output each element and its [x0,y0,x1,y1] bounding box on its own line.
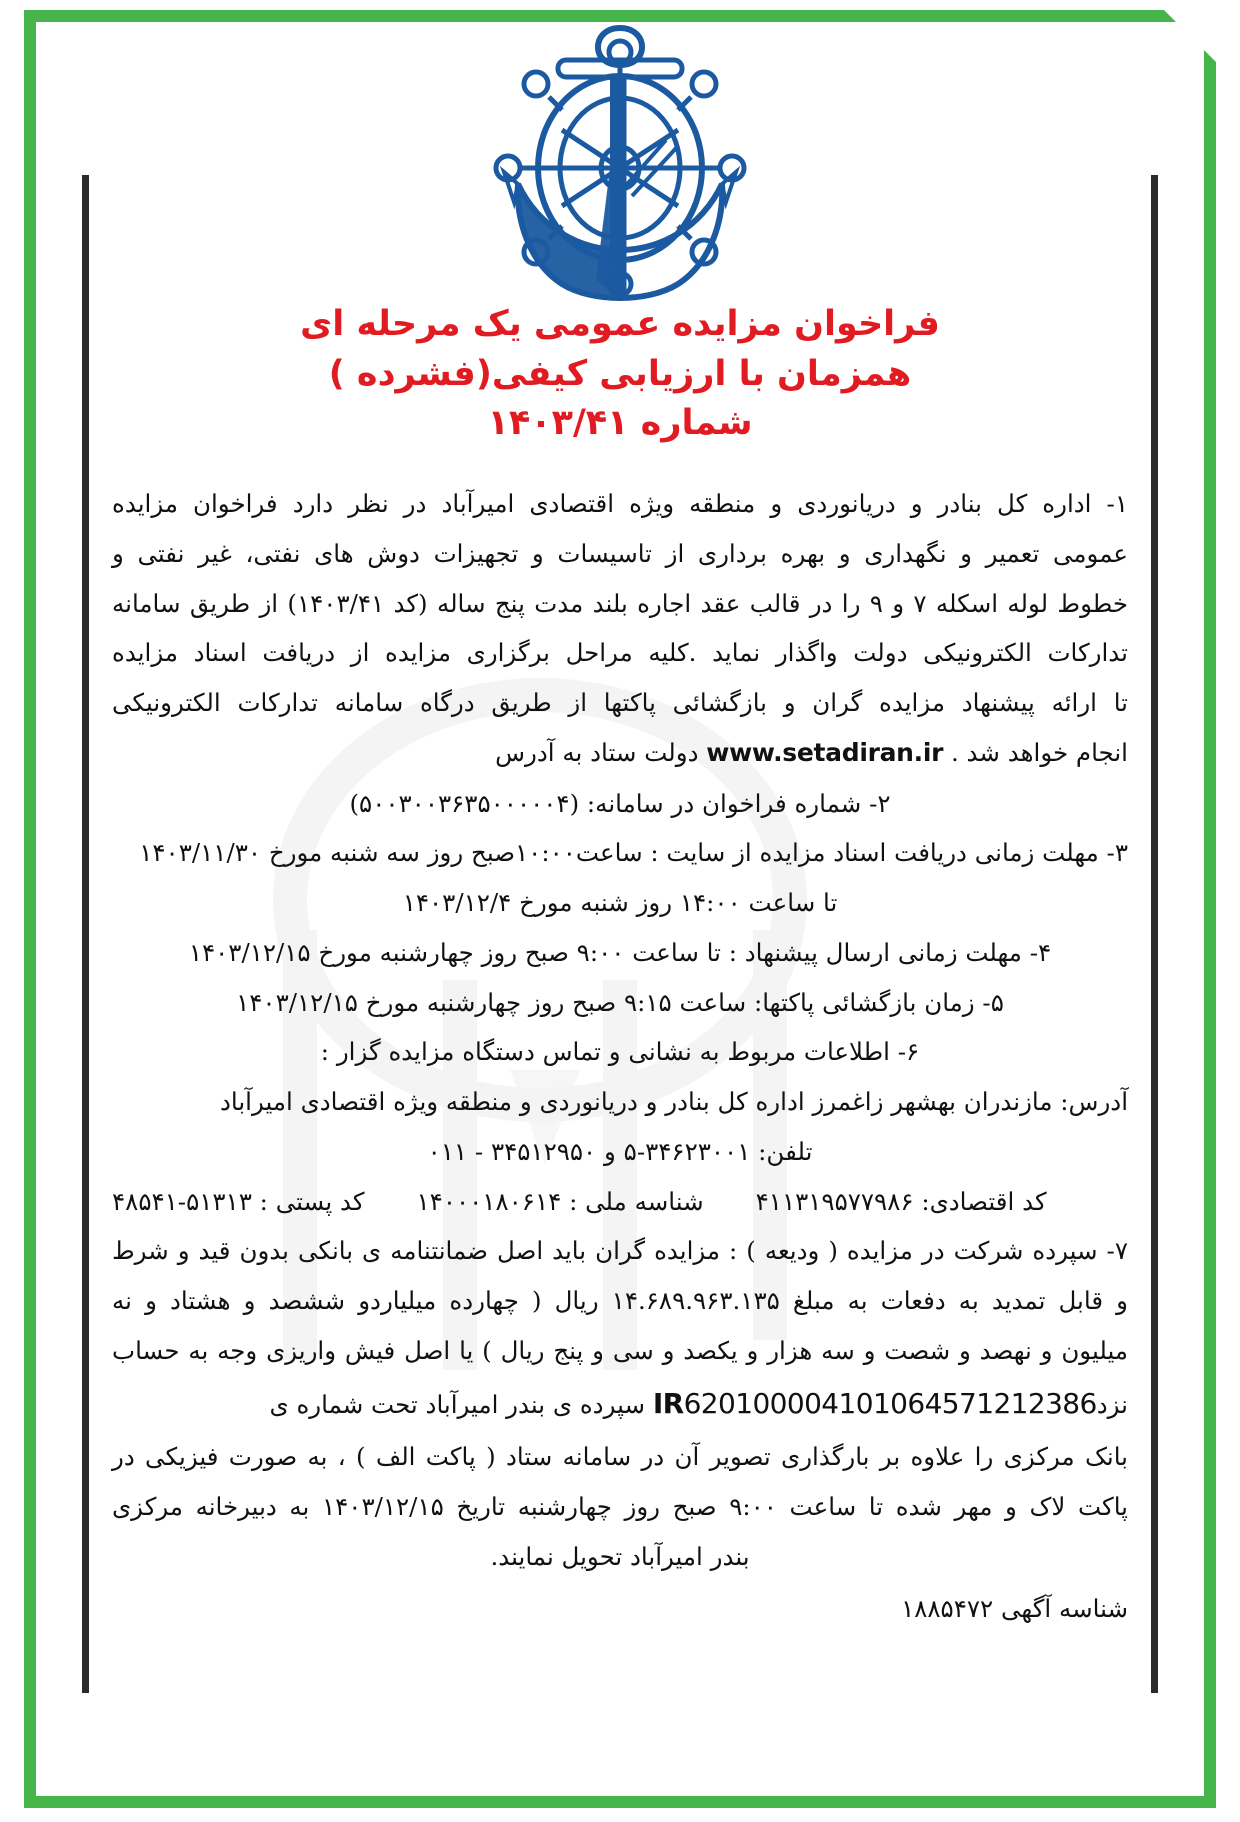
item1-line-4: تدارکات الکترونیکی دولت واگذار نماید .کلیه مراحل برگزاری مزایده از دریافت اسناد مزایده [112,638,1128,668]
postal-code-label: کد پستی : [259,1186,365,1216]
title-line-2: همزمان با ارزیابی کیفی(فشرده ) [328,353,912,394]
item2-system-number: ۲- شماره فراخوان در سامانه: (۵۰۰۳۰۰۳۶۳۵۰۰۰۰۰۴) [349,788,891,818]
notice-body [112,480,1128,1634]
right-black-rule [1151,175,1158,1693]
item7-line-5: بانک مرکزی را علاوه بر بارگذاری تصویر آن در سامانه ستاد ( پاکت الف ) ، به صورت فیزیکی در [112,1442,1128,1472]
item5-envelope-opening: ۵- زمان بازگشائی پاکتها: ساعت ۹:۱۵ صبح روز چهارشنبه مورخ ۱۴۰۳/۱۲/۱۵ [236,987,1004,1017]
item7-iban-line [112,1377,1128,1432]
organization-logo [470,18,770,306]
deposit-iban [653,1377,1097,1432]
item7-line-7: بندر امیرآباد تحویل نمایند. [490,1541,750,1571]
item7-line-1: ۷- سپرده شرکت در مزایده ( ودیعه ) : مزایده گران باید اصل ضمانتنامه ی بانکی بدون قید و شرط [112,1236,1128,1266]
title-line-1: فراخوان مزایده عمومی یک مرحله ای [300,304,940,344]
left-black-rule [82,175,89,1693]
identifier-codes-row [112,1178,1128,1226]
item1-line-6 [112,729,1128,778]
item1-url-suffix: انجام خواهد شد . [950,737,1128,767]
setadiran-url[interactable]: www.setadiran.ir [706,737,944,767]
postal-code-value: ۵۱۳۱۳-۴۸۵۴۱ [112,1186,252,1216]
item4-proposal-deadline: ۴- مهلت زمانی ارسال پیشنهاد : تا ساعت ۹:۰۰ صبح روز چهارشنبه مورخ ۱۴۰۳/۱۲/۱۵ [188,937,1052,967]
postal-code-field [112,1178,365,1226]
item1-url-prefix: دولت ستاد به آدرس [495,737,699,767]
economic-code-label: کد اقتصادی: [921,1186,1047,1216]
national-id-field [417,1178,704,1226]
national-id-value: ۱۴۰۰۰۱۸۰۶۱۴ [416,1186,562,1216]
item6-contact-heading: ۶- اطلاعات مربوط به نشانی و تماس دستگاه مزایده گزار : [320,1037,920,1067]
page-title [98,300,1142,449]
economic-code-value: ۴۱۱۳۱۹۵۷۷۹۸۶ [755,1186,914,1216]
title-line-3: شماره ۱۴۰۳/۴۱ [487,403,753,444]
national-id-label: شناسه ملی : [569,1186,704,1216]
item7-line-3: میلیون و نهصد و شصت و سه هزار و یکصد و سی و پنج ریال ) یا اصل فیش واریزی وجه به حساب [112,1336,1128,1365]
iban-country-prefix: IR [652,1386,684,1420]
item7-line-6: پاکت لاک و مهر شده تا ساعت ۹:۰۰ صبح روز چهارشنبه تاریخ ۱۴۰۳/۱۲/۱۵ به دبیرخانه مرکزی [112,1492,1128,1522]
item1-line-2: عمومی تعمیر و نگهداری و بهره برداری از تاسیسات و تجهیزات دوش های نفتی، غیر نفتی و [112,538,1128,568]
item3-line-1: ۳- مهلت زمانی دریافت اسناد مزایده از سایت : ساعت۱۰:۰۰صبح روز سه شنبه مورخ ۱۴۰۳/۱۱/۳۰ [139,838,1128,868]
iban-digits: 620100004101064571212386 [683,1386,1097,1420]
iban-suffix-nazd: نزد [1096,1389,1128,1419]
item1-line-5: تا ارائه پیشنهاد مزایده گران و بازگشائی پاکتها از طریق درگاه سامانه تدارکات الکترونیکی [112,688,1128,718]
address-line: آدرس: مازندران بهشهر زاغمرز اداره کل بنادر و دریانوردی و منطقه ویژه اقتصادی امیرآباد [219,1087,1128,1117]
item3-line-2: تا ساعت ۱۴:۰۰ روز شنبه مورخ ۱۴۰۳/۱۲/۴ [402,888,838,918]
document-content [98,0,1142,1822]
item7-line-2: و قابل تمدید به دفعات به مبلغ ۱۴.۶۸۹.۹۶۳.۱۳۵ ریال ( چهارده میلیاردو ششصد و هشتاد و نه [112,1286,1128,1316]
item1-line-1: ۱- اداره کل بنادر و دریانوردی و منطقه ویژه اقتصادی امیرآباد در نظر دارد فراخوان مزایده [112,489,1128,518]
advertisement-id: شناسه آگهی ۱۸۸۵۴۷۲ [901,1593,1128,1623]
item1-line-3: خطوط لوله اسکله ۷ و ۹ را در قالب عقد اجاره بلند مدت پنج ساله (کد ۱۴۰۳/۴۱) از طریق سامانه [112,588,1128,618]
phone-line: تلفن: ۳۴۶۲۳۰۰۱-۵ و ۳۴۵۱۲۹۵۰ - ۰۱۱ [427,1136,813,1166]
economic-code-field [756,1178,1047,1226]
iban-prefix-text: سپرده ی بندر امیرآباد تحت شماره ی [269,1389,646,1419]
